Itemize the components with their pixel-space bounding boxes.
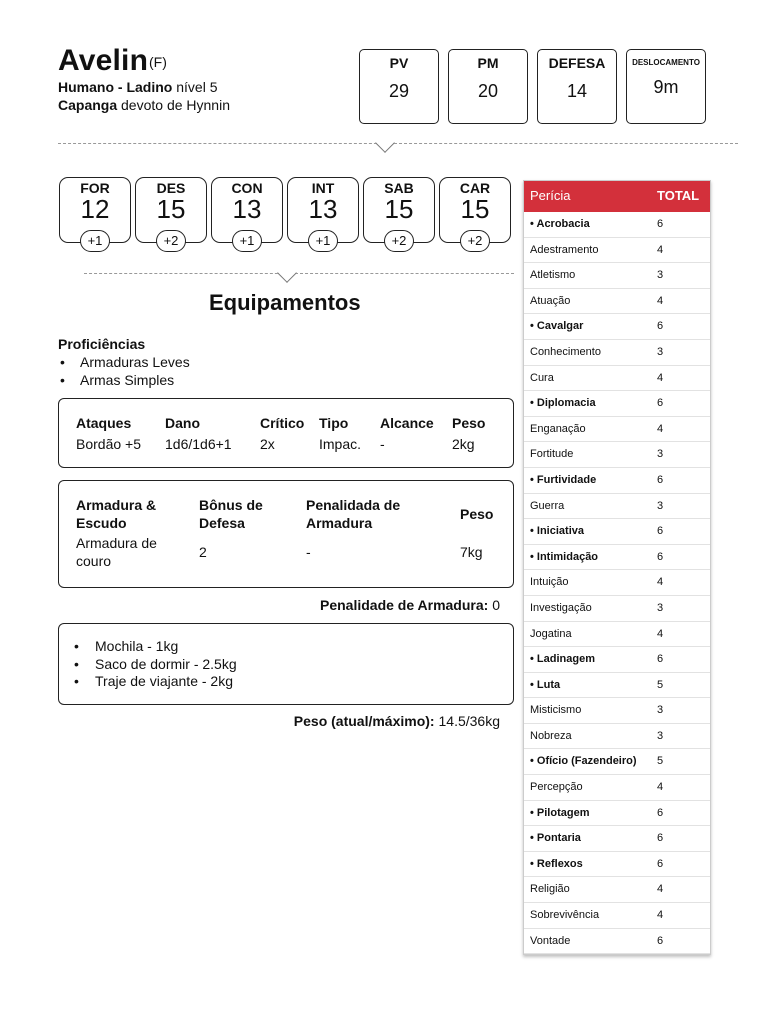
stat-box-defesa	[537, 49, 617, 124]
skill-row	[524, 468, 710, 494]
skill-name: Atletismo	[530, 269, 576, 282]
skill-row	[524, 494, 710, 520]
attributes-divider	[84, 273, 514, 274]
skill-row	[524, 852, 710, 878]
skill-name: Nobreza	[530, 729, 572, 742]
weight-label: Peso (atual/máximo):	[293, 713, 435, 729]
damage-header: Dano	[165, 415, 200, 431]
proficiencies-title: Proficiências	[58, 336, 146, 352]
skills-table	[523, 180, 711, 955]
attribute-int	[287, 177, 359, 248]
origin-line	[58, 97, 230, 113]
race-class-line	[58, 79, 217, 95]
skill-name: Intuição	[530, 576, 569, 589]
skill-name: • Furtividade	[530, 473, 597, 486]
skill-total: 6	[657, 473, 664, 486]
weight-header: Peso	[452, 415, 486, 431]
skill-row	[524, 826, 710, 852]
stat-box-deslocamento	[626, 49, 706, 124]
character-name: Avelin	[58, 44, 149, 77]
attack-critical: 2x	[260, 436, 275, 452]
skill-total: 3	[657, 601, 664, 614]
skill-total: 6	[657, 806, 664, 819]
skill-total: 4	[657, 422, 664, 435]
skill-name: Religião	[530, 883, 570, 896]
skill-name: • Iniciativa	[530, 525, 584, 538]
items-list	[74, 638, 237, 691]
skill-total: 4	[657, 243, 664, 256]
proficiency-item: • Armaduras Leves	[58, 354, 190, 372]
range-header: Alcance	[380, 415, 434, 431]
skill-name: • Pilotagem	[530, 806, 590, 819]
attributes-divider-notch	[277, 263, 297, 283]
skill-name: Fortitude	[530, 448, 574, 461]
skill-name: • Cavalgar	[530, 320, 584, 333]
attribute-modifier: +2	[384, 230, 414, 252]
skill-total: 3	[657, 704, 664, 717]
skill-row	[524, 442, 710, 468]
skill-name: Misticismo	[530, 704, 582, 717]
header-divider-notch	[375, 133, 395, 153]
attribute-con	[211, 177, 283, 248]
armor-defense-bonus: 2	[199, 544, 207, 560]
skill-name: Guerra	[530, 499, 565, 512]
skill-name: Conhecimento	[530, 345, 601, 358]
skill-total: 4	[657, 627, 664, 640]
item: • Mochila - 1kg	[74, 638, 237, 656]
skill-total: 4	[657, 294, 664, 307]
skill-total: 3	[657, 729, 664, 742]
stat-value: 20	[477, 81, 499, 101]
skill-total: 4	[657, 576, 664, 589]
item: • Saco de dormir - 2.5kg	[74, 656, 237, 674]
skill-row	[524, 903, 710, 929]
skill-name: • Diplomacia	[530, 397, 596, 410]
skill-row	[524, 314, 710, 340]
skill-row	[524, 545, 710, 571]
attribute-modifier: +1	[80, 230, 110, 252]
skills-rows	[524, 212, 710, 954]
skill-name: Cura	[530, 371, 554, 384]
skill-total: 4	[657, 781, 664, 794]
skill-name: Jogatina	[530, 627, 572, 640]
level: nível 5	[176, 79, 218, 95]
attribute-sab	[363, 177, 435, 248]
attribute-car	[439, 177, 511, 248]
attribute-label: FOR	[80, 180, 110, 196]
skill-row	[524, 673, 710, 699]
skill-row	[524, 238, 710, 264]
skill-name: Atuação	[530, 294, 571, 307]
stat-value: 9m	[653, 77, 679, 97]
skill-total: 3	[657, 448, 664, 461]
skill-total: 6	[657, 320, 664, 333]
skill-total: 3	[657, 269, 664, 282]
stat-label: DEFESA	[548, 55, 606, 71]
stat-box-pv	[359, 49, 439, 124]
attack-damage: 1d6/1d6+1	[165, 436, 232, 452]
stat-label: PM	[477, 55, 499, 71]
skill-row	[524, 775, 710, 801]
skill-name: • Acrobacia	[530, 218, 590, 230]
skill-row	[524, 749, 710, 775]
skill-name: Sobrevivência	[530, 909, 600, 922]
armor-weight: 7kg	[460, 544, 483, 560]
skills-header-total: TOTAL	[657, 188, 700, 203]
equipment-title: Equipamentos	[209, 290, 361, 315]
skill-total: 6	[657, 550, 664, 563]
attribute-value: 13	[308, 194, 338, 224]
skill-row	[524, 263, 710, 289]
skill-row	[524, 698, 710, 724]
armor-weight-header: Peso	[460, 506, 494, 522]
attribute-modifier: +1	[232, 230, 262, 252]
class: Ladino	[126, 79, 173, 95]
skill-name: Vontade	[530, 934, 571, 947]
attack-range: -	[380, 436, 385, 452]
armor-penalty: -	[306, 544, 311, 560]
skill-total: 6	[657, 397, 664, 410]
attacks-header: Ataques	[76, 415, 132, 431]
attribute-modifier: +1	[308, 230, 338, 252]
skill-row	[524, 929, 710, 955]
race: Humano	[58, 79, 114, 95]
attack-weight: 2kg	[452, 436, 475, 452]
attack-type: Impac.	[319, 436, 362, 452]
attribute-value: 15	[156, 194, 186, 224]
armor-card	[58, 480, 514, 588]
attribute-value: 13	[232, 194, 262, 224]
skill-row	[524, 212, 710, 238]
skill-total: 6	[657, 857, 664, 870]
skill-name: • Ladinagem	[530, 653, 595, 666]
skill-name: Percepção	[530, 781, 583, 794]
armor-penalty-value: 0	[492, 597, 500, 613]
skill-row	[524, 596, 710, 622]
skill-total: 6	[657, 934, 664, 947]
item: • Traje de viajante - 2kg	[74, 673, 237, 691]
skill-total: 6	[657, 653, 664, 666]
stat-value: 29	[388, 81, 410, 101]
armor-header: Armadura & Escudo	[76, 497, 157, 531]
proficiency-item: • Armas Simples	[58, 372, 190, 390]
skills-header	[524, 181, 710, 212]
skill-name: • Intimidação	[530, 550, 599, 563]
type-header: Tipo	[319, 415, 349, 431]
skill-row	[524, 647, 710, 673]
skill-total: 6	[657, 218, 664, 230]
race-class-separator: -	[117, 79, 123, 95]
skill-total: 5	[657, 755, 664, 768]
attribute-label: SAB	[384, 180, 414, 196]
skill-name: • Ofício (Fazendeiro)	[530, 755, 637, 768]
skill-row	[524, 366, 710, 392]
skill-row	[524, 570, 710, 596]
attribute-label: INT	[311, 180, 335, 196]
stat-label: DESLOCAMENTO	[632, 58, 700, 67]
proficiencies-list	[58, 354, 190, 389]
skill-total: 6	[657, 832, 664, 845]
armor-penalty-label: Penalidade de Armadura:	[320, 597, 489, 613]
skill-total: 3	[657, 499, 664, 512]
skill-total: 3	[657, 345, 664, 358]
skill-name: • Reflexos	[530, 857, 583, 870]
skill-total: 5	[657, 678, 664, 691]
skill-name: • Pontaria	[530, 832, 581, 845]
attribute-label: CON	[231, 180, 263, 196]
armor-penalty-header: Penalidada de Armadura	[306, 497, 401, 531]
armor-penalty-summary	[320, 597, 500, 613]
attacks-card	[58, 398, 514, 468]
critical-header: Crítico	[260, 415, 305, 431]
attribute-modifier: +2	[156, 230, 186, 252]
attribute-label: CAR	[459, 180, 491, 196]
skill-total: 4	[657, 371, 664, 384]
attribute-value: 15	[384, 194, 414, 224]
attribute-label: DES	[156, 180, 186, 196]
weight-value: 14.5/36kg	[438, 713, 500, 729]
character-gender: (F)	[149, 54, 167, 70]
armor-name: Armadura de couro	[76, 535, 157, 569]
skill-name: Investigação	[530, 601, 592, 614]
deity: devoto de Hynnin	[121, 97, 230, 113]
skills-header-name: Perícia	[530, 188, 571, 203]
skill-total: 4	[657, 883, 664, 896]
skill-total: 6	[657, 525, 664, 538]
stat-value: 14	[566, 81, 588, 101]
skill-name: Adestramento	[530, 243, 599, 256]
skill-name: Enganação	[530, 422, 586, 435]
stat-box-pm	[448, 49, 528, 124]
skill-total: 4	[657, 909, 664, 922]
skill-row	[524, 289, 710, 315]
skill-row	[524, 340, 710, 366]
attribute-for	[59, 177, 131, 248]
attack-name: Bordão +5	[76, 436, 141, 452]
attribute-value: 12	[80, 194, 110, 224]
header-divider	[58, 143, 738, 144]
skill-row	[524, 801, 710, 827]
skill-row	[524, 391, 710, 417]
defense-bonus-header: Bônus de Defesa	[199, 497, 263, 531]
skill-row	[524, 724, 710, 750]
skill-row	[524, 519, 710, 545]
skill-row	[524, 417, 710, 443]
stat-label: PV	[389, 55, 409, 71]
attribute-value: 15	[460, 194, 490, 224]
skill-row	[524, 877, 710, 903]
attribute-modifier: +2	[460, 230, 490, 252]
skill-name: • Luta	[530, 678, 561, 691]
origin: Capanga	[58, 97, 118, 113]
skill-row	[524, 622, 710, 648]
weight-summary	[294, 713, 500, 729]
attribute-des	[135, 177, 207, 248]
